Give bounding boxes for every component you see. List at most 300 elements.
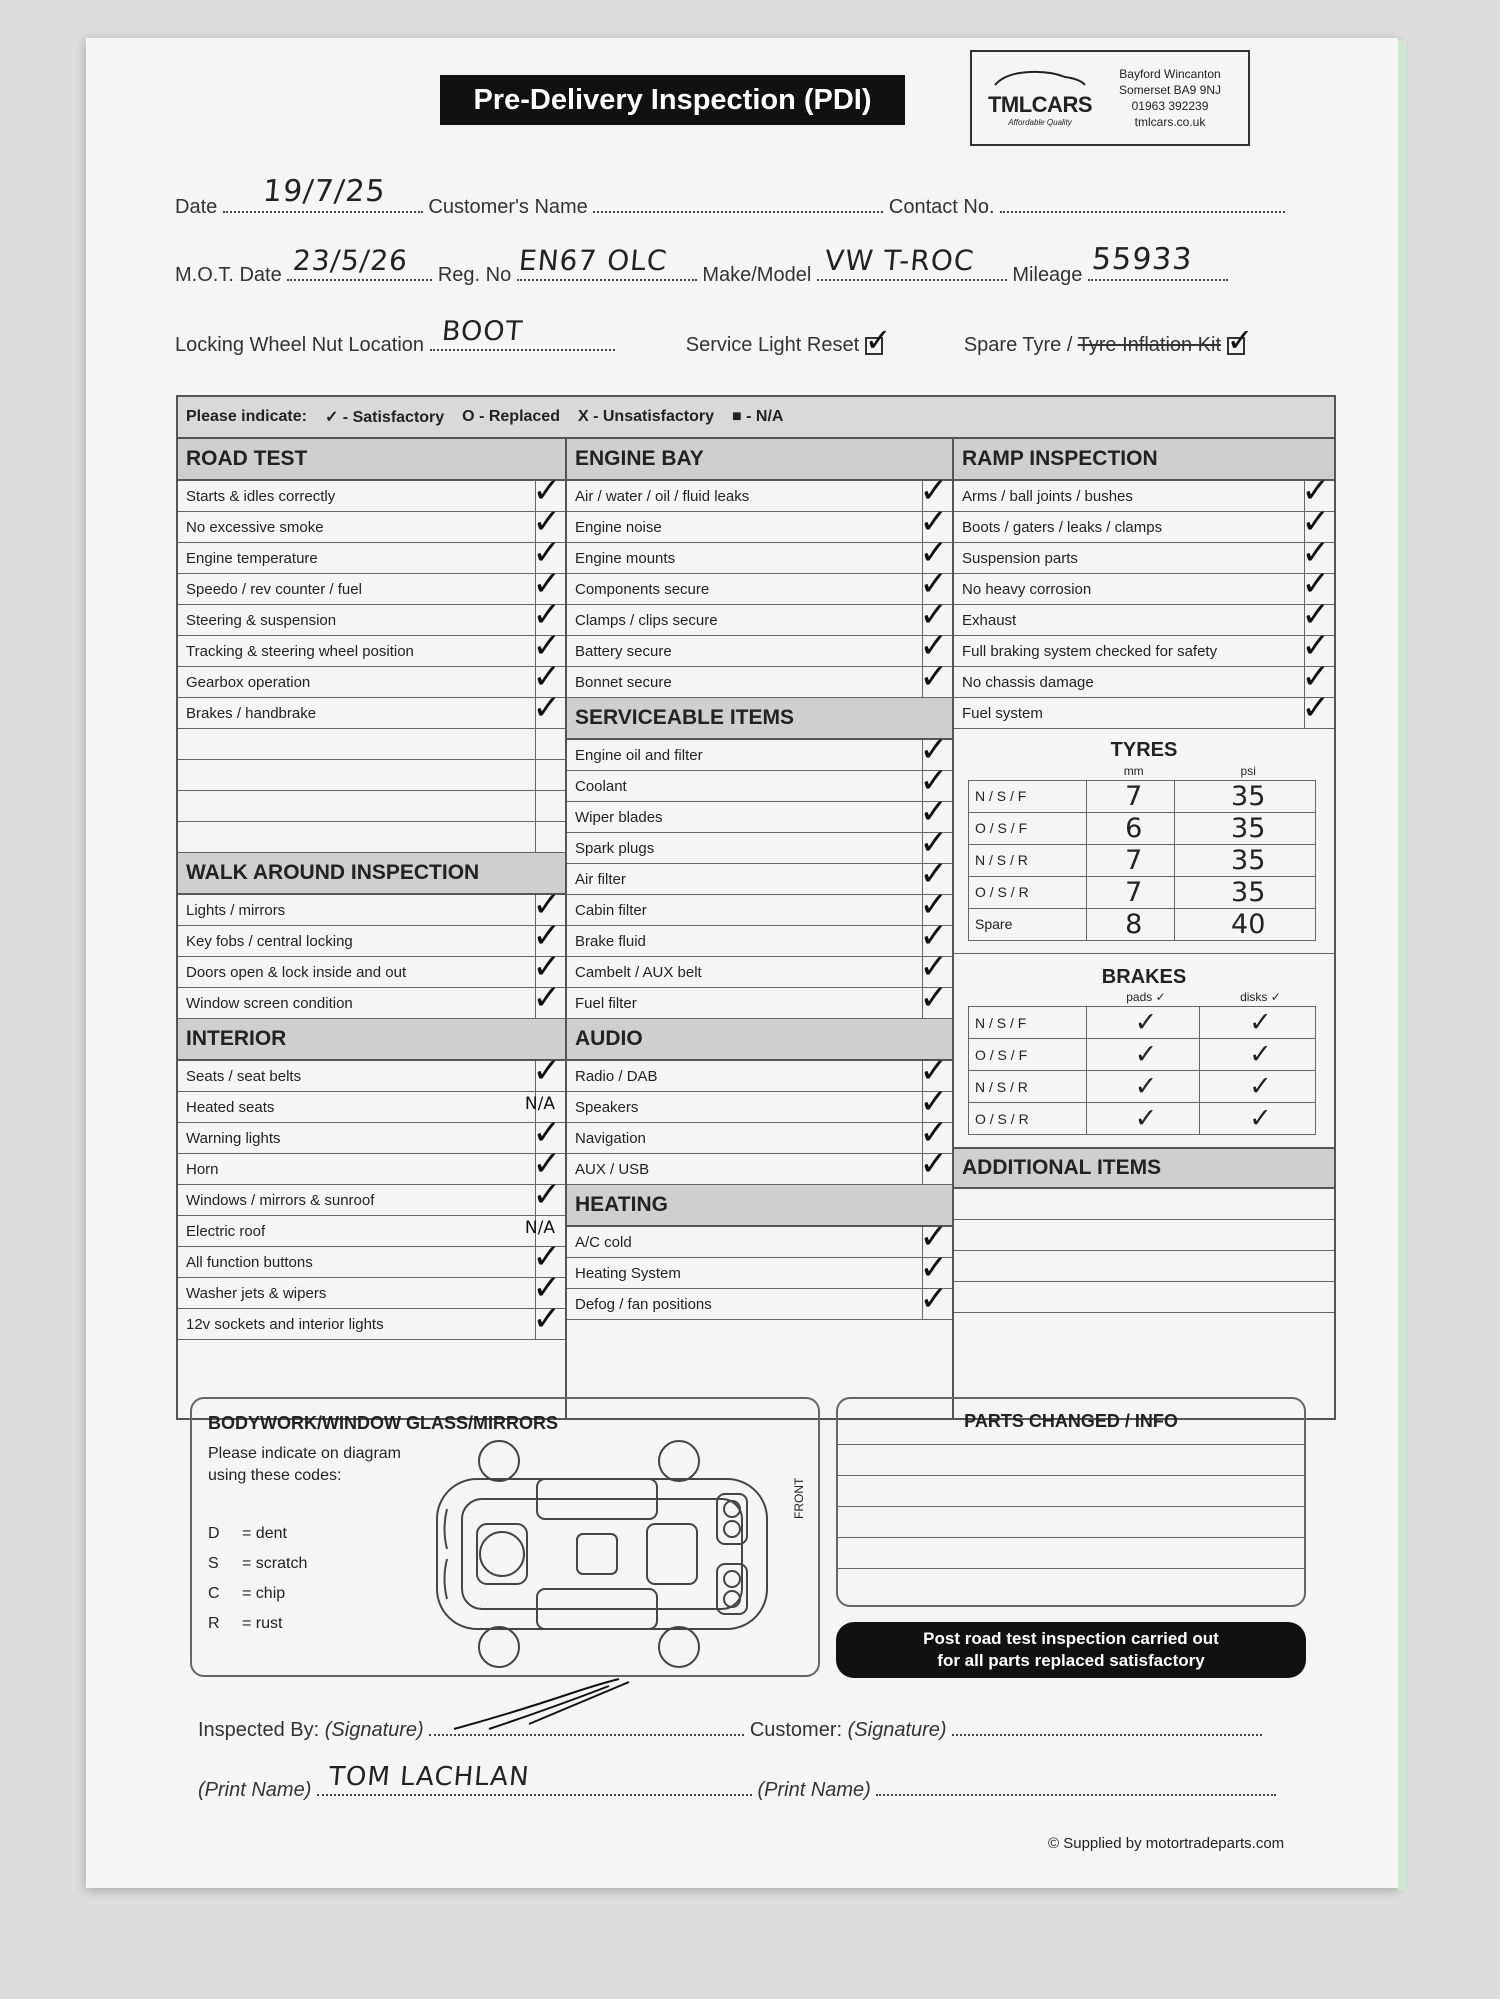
additional-item-line[interactable]: [954, 1220, 1334, 1251]
tick-icon: ✓: [919, 1217, 948, 1257]
tick-icon: ✓: [532, 533, 561, 573]
tyres-row: [969, 908, 1316, 940]
tyres-mm-value[interactable]: 7: [1087, 780, 1175, 812]
tick-icon: ✓: [532, 564, 561, 604]
inflation-kit-label: Tyre Inflation Kit: [1077, 334, 1222, 356]
checklist-item-label: Suspension parts: [962, 549, 1078, 567]
checklist-item-label: Clamps / clips secure: [575, 611, 718, 629]
tyres-table: [968, 762, 1316, 941]
checklist-item-label: Full braking system checked for safety: [962, 642, 1218, 660]
tick-icon: ✓: [919, 564, 948, 604]
heating-header: HEATING: [567, 1185, 952, 1227]
print-name-label-2: (Print Name): [757, 1779, 871, 1801]
checklist-item-label: Defog / fan positions: [575, 1295, 712, 1313]
checklist-item-label: Heating System: [575, 1264, 681, 1282]
checklist-item-label: A/C cold: [575, 1233, 632, 1251]
dealer-address: [1100, 66, 1240, 130]
tick-icon: ✓: [532, 595, 561, 635]
position-label: O / S / F: [969, 1039, 1087, 1071]
address-line: 01963 392239: [1131, 99, 1209, 113]
code-rust: R = rust: [208, 1615, 283, 1632]
tick-icon: ✓: [532, 1051, 561, 1091]
legend-item: O - Replaced: [462, 408, 560, 425]
tick-icon: ✓: [919, 1279, 948, 1319]
tick-icon: ✓: [1226, 320, 1254, 359]
tyres-row: [969, 844, 1316, 876]
date-customer-row: [175, 174, 1285, 219]
checklist-row: [954, 595, 1334, 636]
additional-item-line[interactable]: [954, 1251, 1334, 1282]
checklist-row: [178, 1299, 565, 1340]
front-label: FRONT: [792, 1477, 806, 1519]
position-label: N / S / R: [969, 1071, 1087, 1103]
tick-icon: ✓: [919, 533, 948, 573]
checklist-row: [567, 730, 952, 771]
logo-tagline: Affordable Quality: [1008, 118, 1072, 127]
inspected-label: Inspected By:: [198, 1719, 320, 1741]
legend-prefix: Please indicate:: [186, 408, 307, 425]
checklist-row: [567, 854, 952, 895]
print-name-label: (Print Name): [198, 1779, 312, 1801]
checklist-row: [178, 729, 565, 760]
tick-icon: ✓: [532, 978, 561, 1018]
checklist-item-label: No excessive smoke: [186, 518, 324, 536]
footer-copyright: © Supplied by motortradeparts.com: [1048, 1835, 1285, 1852]
legend-item: ■ - N/A: [732, 408, 784, 425]
checklist-item-label: Engine oil and filter: [575, 746, 703, 764]
date-value: 19/7/25: [261, 174, 387, 209]
checklist-row: [567, 916, 952, 957]
checklist-item-label: Air filter: [575, 870, 626, 888]
checklist-row: [178, 885, 565, 926]
logo-name: TMLCARS: [987, 92, 1093, 117]
checklist-row: [954, 564, 1334, 605]
tyres-mm-value[interactable]: 6: [1087, 812, 1175, 844]
inspector-print-field[interactable]: [317, 1762, 752, 1796]
brakes-disks-value[interactable]: ✓: [1199, 1103, 1315, 1135]
checklist-item-label: Starts & idles correctly: [186, 487, 336, 505]
additional-items-header: ADDITIONAL ITEMS: [954, 1147, 1334, 1189]
tick-icon: ✓: [919, 1082, 948, 1122]
spare-tyre-checkbox[interactable]: [1226, 320, 1254, 359]
additional-item-line[interactable]: [954, 1189, 1334, 1220]
address-line: Bayford Wincanton: [1119, 67, 1221, 81]
position-label: N / S / R: [969, 844, 1087, 876]
checklist-row: [567, 471, 952, 512]
position-label: O / S / R: [969, 1103, 1087, 1135]
checklist-row: [178, 1268, 565, 1309]
mot-value: 23/5/26: [291, 244, 410, 277]
bodywork-instructions: Please indicate on diagram using these codes:: [208, 1445, 402, 1484]
brakes-table: [968, 989, 1316, 1136]
tick-icon: ✓: [1301, 564, 1330, 604]
tick-icon: ✓: [532, 1113, 561, 1153]
engine-bay-list: [567, 471, 952, 698]
checklist-item-label: Brakes / handbrake: [186, 704, 317, 722]
checklist-item-label: Doors open & lock inside and out: [186, 963, 407, 981]
tyres-section: [954, 729, 1334, 941]
tick-icon: ✓: [532, 1299, 561, 1339]
checklist-item-label: Coolant: [575, 777, 627, 795]
tyres-mm-value[interactable]: 7: [1087, 844, 1175, 876]
checklist-item-label: Brake fluid: [575, 932, 646, 950]
make-field[interactable]: [817, 244, 1007, 281]
tyres-mm-header: mm: [1123, 763, 1144, 778]
tick-icon: ✓: [532, 1175, 561, 1215]
tick-icon: ✓: [919, 885, 948, 925]
checklist-item-label: Exhaust: [962, 611, 1017, 629]
legend-item: X - Unsatisfactory: [577, 408, 715, 425]
inspected-by-row: [198, 1718, 1262, 1742]
checklist-row: [178, 657, 565, 698]
road-test-list: [178, 471, 565, 853]
customer-field[interactable]: [593, 195, 883, 213]
checklist-row: [954, 657, 1334, 698]
parts-changed-box: [836, 1397, 1306, 1607]
serviceable-list: [567, 730, 952, 1019]
tick-icon: ✓: [532, 916, 561, 956]
make-label: Make/Model: [702, 264, 812, 286]
sheet-copy-edge: [1398, 40, 1406, 1890]
tick-icon: ✓: [919, 947, 948, 987]
checklist-item-label: Boots / gaters / leaks / clamps: [962, 518, 1163, 536]
interior-list: [178, 1051, 565, 1340]
checklist-checkbox[interactable]: [535, 760, 565, 790]
customer-signature-label: (Signature): [847, 1719, 947, 1741]
address-line: Somerset BA9 9NJ: [1118, 83, 1222, 97]
tyres-row: [969, 780, 1316, 812]
checklist-item-label: Gearbox operation: [186, 673, 311, 691]
tick-icon: ✓: [1301, 688, 1330, 728]
service-light-label: Service Light Reset: [685, 334, 860, 356]
checklist-row: [567, 657, 952, 698]
checklist-item-label: Cambelt / AUX belt: [575, 963, 702, 981]
checklist-row: [178, 978, 565, 1019]
spare-tyre-label: Spare Tyre /: [963, 334, 1073, 356]
checklist-checkbox[interactable]: [535, 822, 565, 852]
checklist-row: [178, 1175, 565, 1216]
position-label: O / S / R: [969, 876, 1087, 908]
checklist-row: [567, 595, 952, 636]
post-road-test-banner: [836, 1622, 1306, 1678]
tick-icon: ✓: [919, 792, 948, 832]
logo: [980, 69, 1100, 127]
parts-title: PARTS CHANGED / INFO: [838, 1399, 1304, 1445]
walk-around-header: WALK AROUND INSPECTION: [178, 853, 565, 895]
make-value: VW T-ROC: [823, 244, 976, 277]
checklist-row: [567, 792, 952, 833]
tick-icon: ✓: [919, 1113, 948, 1153]
tick-icon: ✓: [1301, 533, 1330, 573]
audio-header: AUDIO: [567, 1019, 952, 1061]
checklist-row: [178, 626, 565, 667]
tick-icon: ✓: [532, 626, 561, 666]
code-scratch: S = scratch: [208, 1555, 308, 1572]
interior-header: INTERIOR: [178, 1019, 565, 1061]
tick-icon: ✓: [919, 730, 948, 770]
checklist-item-label: Electric roof: [186, 1222, 266, 1240]
checklist-item-label: Speakers: [575, 1098, 639, 1116]
mot-reg-row: [175, 242, 1228, 287]
brakes-row: [969, 1103, 1316, 1135]
post-test-line-1: Post road test inspection carried out: [923, 1629, 1219, 1648]
checklist-item-label: Fuel filter: [575, 994, 637, 1012]
checklist-item-label: Engine temperature: [186, 549, 318, 567]
checklist-row: [567, 1248, 952, 1289]
tick-icon: ✓: [532, 1237, 561, 1277]
mileage-label: Mileage: [1012, 264, 1083, 286]
brakes-row: [969, 1071, 1316, 1103]
dealer-logo-box: [970, 50, 1250, 146]
checklist-row: [567, 1051, 952, 1092]
damage-codes: [208, 1519, 307, 1639]
car-logo-icon: [990, 69, 1090, 87]
brakes-pads-header: pads ✓: [1126, 990, 1166, 1005]
brakes-disks-value[interactable]: ✓: [1199, 1071, 1315, 1103]
tick-icon: ✓: [1301, 471, 1330, 511]
mileage-field[interactable]: [1088, 242, 1228, 281]
checklist-item-label: Wiper blades: [575, 808, 663, 826]
tick-icon: ✓: [919, 761, 948, 801]
inspector-signature-field[interactable]: [429, 1718, 744, 1736]
brakes-pads-value[interactable]: ✓: [1087, 1103, 1200, 1135]
tick-icon: ✓: [1301, 626, 1330, 666]
tick-icon: ✓: [919, 502, 948, 542]
checklist-item-label: Arms / ball joints / bushes: [962, 487, 1133, 505]
locking-label: Locking Wheel Nut Location: [175, 334, 425, 356]
print-name-row: [198, 1762, 1276, 1802]
tick-icon: ✓: [532, 885, 561, 925]
brakes-row: [969, 1007, 1316, 1039]
brakes-section: [954, 953, 1334, 1136]
checklist-row: [178, 564, 565, 605]
checklist-row: [567, 1082, 952, 1123]
position-label: O / S / F: [969, 812, 1087, 844]
checklist-item-label: Key fobs / central locking: [186, 932, 353, 950]
contact-field[interactable]: [1000, 195, 1285, 213]
checklist-item-label: Bonnet secure: [575, 673, 672, 691]
checklist-item-label: Steering & suspension: [186, 611, 337, 629]
checklist-row: [954, 688, 1334, 729]
tyres-mm-value[interactable]: 8: [1087, 908, 1175, 940]
serviceable-header: SERVICEABLE ITEMS: [567, 698, 952, 740]
checklist-row: [178, 760, 565, 791]
heating-list: [567, 1217, 952, 1320]
column-ramp-tyres-brakes: [954, 439, 1334, 1313]
tick-icon: ✓: [864, 320, 892, 359]
checklist-item-label: All function buttons: [186, 1253, 313, 1271]
checklist-row: [178, 1051, 565, 1092]
tick-icon: ✓: [1301, 657, 1330, 697]
checklist-row: [178, 822, 565, 853]
locking-value: BOOT: [440, 316, 525, 347]
tyres-psi-header: psi: [1240, 763, 1256, 778]
checklist-item-label: Spark plugs: [575, 839, 655, 857]
checklist-row: [567, 1279, 952, 1320]
parts-line[interactable]: [838, 1476, 1304, 1507]
na-mark: N/A: [524, 1218, 555, 1238]
checklist-row: [178, 533, 565, 574]
checklist-row: [567, 761, 952, 802]
checklist-item-label: Heated seats: [186, 1098, 275, 1116]
tick-icon: ✓: [919, 626, 948, 666]
tyres-psi-value[interactable]: 35: [1175, 780, 1316, 812]
checklist-item-label: Engine mounts: [575, 549, 676, 567]
checklist-item-label: Windows / mirrors & sunroof: [186, 1191, 375, 1209]
reg-label: Reg. No: [437, 264, 512, 286]
checklist-item-label: Seats / seat belts: [186, 1067, 302, 1085]
signature-scribble-icon: [449, 1674, 649, 1734]
checklist-row: [567, 533, 952, 574]
service-light-checkbox[interactable]: [864, 320, 892, 359]
parts-line[interactable]: [838, 1445, 1304, 1476]
locking-field[interactable]: [430, 316, 615, 351]
brakes-title: BRAKES: [1101, 965, 1187, 988]
road-test-header: ROAD TEST: [178, 439, 565, 481]
checklist-row: [178, 595, 565, 636]
tyres-row: [969, 876, 1316, 908]
tick-icon: ✓: [532, 657, 561, 697]
brakes-pads-value[interactable]: ✓: [1087, 1039, 1200, 1071]
checklist-item-label: Tracking & steering wheel position: [186, 642, 414, 660]
customer-signature-field[interactable]: [952, 1718, 1262, 1736]
checklist-row: [954, 626, 1334, 667]
ramp-header: RAMP INSPECTION: [954, 439, 1334, 481]
checklist-row: [567, 564, 952, 605]
checklist-item-label: Cabin filter: [575, 901, 647, 919]
car-diagram-icon[interactable]: [417, 1439, 797, 1669]
contact-label: Contact No.: [888, 196, 995, 218]
checklist-row: [567, 885, 952, 926]
position-label: Spare: [969, 908, 1087, 940]
engine-bay-header: ENGINE BAY: [567, 439, 952, 481]
checklist-item-label: Lights / mirrors: [186, 901, 286, 919]
checklist-item-label: Air / water / oil / fluid leaks: [575, 487, 750, 505]
checklist-row: [178, 502, 565, 543]
checklist-item-label: Speedo / rev counter / fuel: [186, 580, 362, 598]
tick-icon: ✓: [919, 1248, 948, 1288]
customer-label: Customer's Name: [428, 196, 588, 218]
checklist-checkbox[interactable]: [535, 791, 565, 821]
tick-icon: ✓: [919, 1051, 948, 1091]
tick-icon: ✓: [919, 823, 948, 863]
checklist-item-label: 12v sockets and interior lights: [186, 1315, 384, 1333]
date-label: Date: [175, 196, 218, 218]
tick-icon: ✓: [532, 471, 561, 511]
checklist-row: [178, 471, 565, 512]
checklist-item-label: Warning lights: [186, 1129, 281, 1147]
date-field[interactable]: [223, 174, 423, 213]
reg-value: EN67 OLC: [517, 244, 669, 277]
legend-item: ✓ - Satisfactory: [324, 409, 445, 426]
tyres-row: [969, 812, 1316, 844]
checklist-row: [567, 502, 952, 543]
locking-row: [175, 316, 1254, 359]
tick-icon: ✓: [919, 978, 948, 1018]
tick-icon: ✓: [1301, 502, 1330, 542]
checklist-row: [567, 1217, 952, 1258]
tick-icon: ✓: [532, 502, 561, 542]
checklist-row: [567, 947, 952, 988]
tick-icon: ✓: [919, 657, 948, 697]
checklist-row: [178, 1237, 565, 1278]
tyres-mm-value[interactable]: 7: [1087, 876, 1175, 908]
tyres-psi-value[interactable]: 40: [1175, 908, 1316, 940]
checklist-item-label: Horn: [186, 1160, 219, 1178]
brakes-disks-value[interactable]: ✓: [1199, 1007, 1315, 1039]
checklist-item-label: Washer jets & wipers: [186, 1284, 327, 1302]
checklist-row: [178, 916, 565, 957]
walk-around-list: [178, 885, 565, 1019]
brakes-row: [969, 1039, 1316, 1071]
reg-field[interactable]: [517, 244, 697, 281]
address-line: tmlcars.co.uk: [1134, 115, 1206, 129]
parts-line[interactable]: [838, 1507, 1304, 1538]
checklist-checkbox[interactable]: [535, 729, 565, 759]
tick-icon: ✓: [532, 1144, 561, 1184]
brakes-pads-value[interactable]: ✓: [1087, 1007, 1200, 1039]
position-label: N / S / F: [969, 780, 1087, 812]
checklist-row: [567, 823, 952, 864]
checklist-item-label: Engine noise: [575, 518, 662, 536]
audio-list: [567, 1051, 952, 1185]
customer-sig-label: Customer:: [749, 1719, 843, 1741]
tyres-psi-value[interactable]: 35: [1175, 844, 1316, 876]
checklist-row: [178, 1113, 565, 1154]
checklist-item-label: Fuel system: [962, 704, 1043, 722]
checklist-item-label: Battery secure: [575, 642, 672, 660]
brakes-disks-value[interactable]: ✓: [1199, 1039, 1315, 1071]
checklist-row: [567, 1113, 952, 1154]
tick-icon: ✓: [919, 471, 948, 511]
checklist-row: [178, 791, 565, 822]
post-test-line-2: for all parts replaced satisfactory: [937, 1651, 1205, 1670]
mot-field[interactable]: [287, 244, 432, 281]
tick-icon: ✓: [532, 688, 561, 728]
form-title: Pre-Delivery Inspection (PDI): [440, 75, 905, 125]
checklist-item-label: Navigation: [575, 1129, 646, 1147]
brakes-pads-value[interactable]: ✓: [1087, 1071, 1200, 1103]
parts-line[interactable]: [838, 1538, 1304, 1569]
checklist-row: [954, 471, 1334, 512]
tick-icon: ✓: [532, 1268, 561, 1308]
checklist-row: [178, 688, 565, 729]
checklist-row: [178, 947, 565, 988]
checklist-item-label: No heavy corrosion: [962, 580, 1092, 598]
legend-bar: [178, 397, 1334, 439]
tick-icon: ✓: [1301, 595, 1330, 635]
column-engine-service-audio-heating: [567, 439, 952, 1320]
checklist-item-label: Components secure: [575, 580, 710, 598]
checklist-table: [176, 395, 1336, 1670]
checklist-item-label: No chassis damage: [962, 673, 1094, 691]
mot-label: M.O.T. Date: [175, 264, 282, 286]
inspector-print-value: TOM LACHLAN: [327, 1762, 531, 1792]
checklist-item-label: AUX / USB: [575, 1160, 650, 1178]
code-chip: C = chip: [208, 1585, 286, 1602]
checklist-row: [567, 1144, 952, 1185]
column-road-walk-interior: [178, 439, 565, 1340]
checklist-row: [178, 1144, 565, 1185]
bodywork-title: BODYWORK/WINDOW GLASS/MIRRORS: [208, 1413, 558, 1433]
checklist-row: [178, 1092, 565, 1123]
additional-item-line[interactable]: [954, 1282, 1334, 1313]
tick-icon: ✓: [919, 854, 948, 894]
customer-print-field[interactable]: [876, 1778, 1276, 1796]
tyres-psi-value[interactable]: 35: [1175, 812, 1316, 844]
tyres-psi-value[interactable]: 35: [1175, 876, 1316, 908]
checklist-row: [178, 1216, 565, 1247]
